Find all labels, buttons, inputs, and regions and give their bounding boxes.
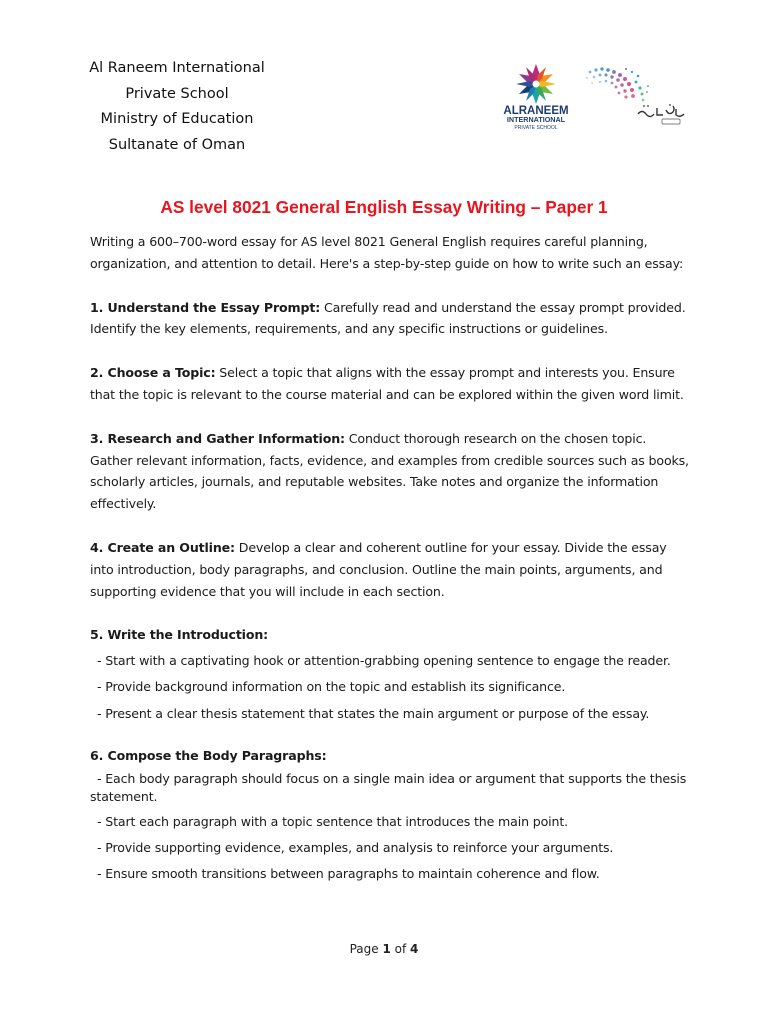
arabic-wordmark <box>638 104 684 124</box>
star-flower-logo-icon <box>492 62 698 134</box>
page-number-footer <box>0 942 768 956</box>
step-2-paragraph <box>90 362 690 406</box>
page-prefix: Page <box>349 942 383 956</box>
school-line-type: Private School <box>125 85 229 102</box>
step-3-text: Conduct thorough research on the chosen topic. Gather relevant information, facts, evidence, and examples from credible sources such as books, scholarly articles, journals, and reputable websites. Take notes and organize the information effectively. <box>90 430 689 512</box>
step-1-heading: 1. Understand the Essay Prompt: <box>90 299 321 315</box>
step-4-paragraph <box>90 537 690 602</box>
current-page-number: 1 <box>382 942 391 956</box>
intro-paragraph: Writing a 600–700-word essay for AS level 8021 General English requires careful planning, organization, and attention to detail. Here's a step-by-step guide on how to write such an essay: <box>90 234 684 271</box>
page-of-label: of <box>390 942 411 956</box>
logo-name-line3: PRIVATE SCHOOL <box>514 125 558 131</box>
list-item: - Ensure smooth transitions between paragraphs to maintain coherence and flow. <box>97 866 600 882</box>
list-item: - Provide supporting evidence, examples, and analysis to reinforce your arguments. <box>97 840 614 856</box>
step-1-text: Carefully read and understand the essay prompt provided. Identify the key elements, requirements, and any specific instructions or guidelines. <box>90 299 686 337</box>
step-4-text: Develop a clear and coherent outline for your essay. Divide the essay into introduction, body paragraphs, and conclusion. Outline the main points, arguments, and supporting evidence that you will include in each section. <box>90 539 667 599</box>
step-3-heading: 3. Research and Gather Information: <box>90 430 345 446</box>
step-5-section <box>90 624 690 724</box>
step-4-heading: 4. Create an Outline: <box>90 539 235 555</box>
list-item: - Each body paragraph should focus on a single main idea or argument that supports the thesis statement. <box>90 771 687 805</box>
document-body <box>90 231 690 890</box>
list-item: - Provide background information on the topic and establish its significance. <box>97 679 566 695</box>
school-line-ministry: Ministry of Education <box>100 111 254 127</box>
step-5-heading: 5. Write the Introduction: <box>90 627 269 643</box>
list-item: - Present a clear thesis statement that states the main argument or purpose of the essay. <box>97 705 650 721</box>
step-2-heading: 2. Choose a Topic: <box>90 365 216 381</box>
step-2-text: Select a topic that aligns with the essay prompt and interests you. Ensure that the topic is relevant to the course material and can be explored within the given word limit. <box>90 365 684 402</box>
logo-name-line1: ALRANEEM <box>503 105 569 117</box>
school-info-block <box>70 56 284 158</box>
document-title: AS level 8021 General English Essay Writing – Paper 1 <box>160 197 608 217</box>
oman-vision-dots-icon <box>586 67 649 101</box>
star-flower-mark <box>516 64 556 104</box>
total-page-number: 4 <box>410 942 419 956</box>
school-line-country: Sultanate of Oman <box>108 136 246 153</box>
step-6-heading: 6. Compose the Body Paragraphs: <box>90 747 327 763</box>
step-1-paragraph <box>90 297 690 341</box>
step-3-paragraph <box>90 428 690 515</box>
logo-name-line2: INTERNATIONAL <box>506 115 566 124</box>
school-logo <box>492 62 698 134</box>
school-line-name: Al Raneem International <box>89 60 265 76</box>
step-6-section <box>90 745 690 886</box>
list-item: - Start with a captivating hook or attention-grabbing opening sentence to engage the reader. <box>97 653 671 669</box>
list-item: - Start each paragraph with a topic sentence that introduces the main point. <box>97 813 568 829</box>
